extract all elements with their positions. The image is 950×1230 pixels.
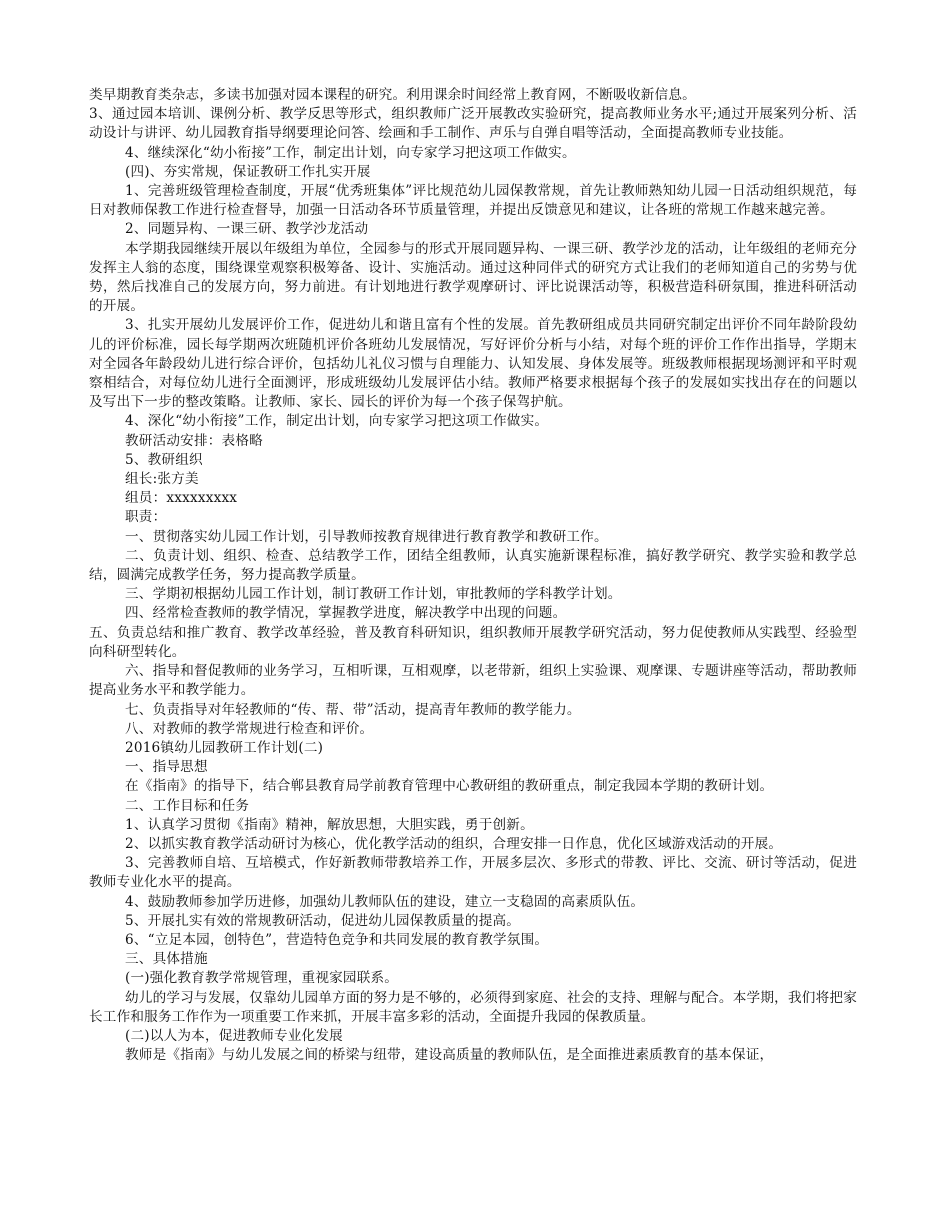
goal-3: 3、完善教师自培、互培模式，作好新教师带教培养工作，开展多层次、多形式的带教、评比、交流、研讨等活动，促进教师专业化水平的提高。: [89, 855, 857, 891]
heading-guiding-ideology: 一、指导思想: [125, 759, 208, 776]
measure-1-paragraph: 幼儿的学习与发展，仅靠幼儿园单方面的努力是不够的，必须得到家庭、社会的支持、理解与配合。本学期，我们将把家长工作和服务工作作为一项重要工作来抓，开展丰富多彩的活动，全面提升我园的保教质量。: [89, 989, 857, 1025]
goal-2: 2、以抓实教育教学活动研讨为核心，优化教学活动的组织，合理安排一日作息，优化区域游戏活动的开展。: [125, 835, 783, 852]
paragraph-8: 3、扎实开展幼儿发展评价工作，促进幼儿和谐且富有个性的发展。首先教研组成员共同研究制定出评价不同年龄阶段幼儿的评价标准，园长每学期两次班随机评价各班幼儿发展情况，写好评价分析与小结，对每个班的评价工作作出指导，学期末对全园各年龄段幼儿进行综合评价，包括幼儿礼仪习惯与自理能力、认知发展、身体发展等。班级教师根据现场测评和平时观察相结合，对每位幼儿进行全面测评，形成班级幼儿发展评估小结。教师严格要求根据每个孩子的发展如实找出存在的问题以及写出下一步的整改策略。让教师、家长、园长的评价为每一个孩子保驾护航。: [89, 317, 857, 411]
paragraph-5: 1、完善班级管理检查制度，开展“优秀班集体”评比规范幼儿园保教常规，首先让教师熟知幼儿园一日活动组织规范，每日对教师保教工作进行检查督导，加强一日活动各环节质量管理，并提出反馈意见和建议，让各班的常规工作越来越完善。: [89, 183, 857, 219]
plan-2-title: 2016镇幼儿园教研工作计划(二): [125, 739, 324, 756]
paragraph-2: 3、通过园本培训、课例分析、教学反思等形式，组织教师广泛开展教改实验研究，提高教师业务水平;通过开展案列分析、活动设计与讲评、幼儿园教育指导纲要理论问答、绘画和手工制作、声乐与自弹自唱等活动，全面提高教师专业技能。: [89, 106, 857, 142]
measure-2-heading: (二)以人为本，促进教师专业化发展: [125, 1027, 343, 1044]
paragraph-7: 本学期我园继续开展以年级组为单位，全园参与的形式开展同题异构、一课三研、教学沙龙的活动，让年级组的老师充分发挥主人翁的态度，围绕课堂观察积极筹备、设计、实施活动。通过这种同伴式的研究方式让我们的老师知道自己的劣势与优势，然后找准自己的发展方向，努力前进。有计划地进行教学观摩研讨、评比说课活动等，积极营造科研氛围，推进科研活动的开展。: [89, 240, 857, 315]
goal-4: 4、鼓励教师参加学历进修，加强幼儿教师队伍的建设，建立一支稳固的高素质队伍。: [125, 893, 645, 910]
duty-3: 三、学期初根据幼儿园工作计划，制订教研工作计划，审批教师的学科教学计划。: [125, 586, 622, 603]
duty-5: 五、负责总结和推广教育、教学改革经验，普及教育科研知识，组织教师开展教学研究活动，努力促使教师从实践型、经验型向科研型转化。: [89, 624, 857, 660]
measure-2-paragraph: 教师是《指南》与幼儿发展之间的桥梁与纽带，建设高质量的教师队伍，是全面推进素质教育的基本保证，: [125, 1047, 774, 1064]
goal-1: 1、认真学习贯彻《指南》精神，解放思想，大胆实践，勇于创新。: [125, 816, 534, 833]
goal-5: 5、开展扎实有效的常规教研活动，促进幼儿园保教质量的提高。: [125, 912, 521, 929]
heading-measures: 三、具体措施: [125, 951, 208, 968]
paragraph-1: 类早期教育类杂志，多读书加强对园本课程的研究。利用课余时间经常上教育网，不断吸收新信息。: [89, 87, 696, 103]
duty-2: 二、负责计划、组织、检查、总结教学工作，团结全组教师，认真实施新课程标准，搞好教学研究、教学实验和教学总结，圆满完成教学任务，努力提高教学质量。: [89, 547, 857, 584]
paragraph-12: 组长:张方美: [125, 471, 199, 488]
paragraph-10: 教研活动安排：表格略: [125, 432, 263, 449]
measure-1-heading: (一)强化教育教学常规管理，重视家园联系。: [125, 970, 399, 987]
paragraph-guiding: 在《指南》的指导下，结合郸县教育局学前教育管理中心教研组的教研重点，制定我园本学期的教研计划。: [125, 778, 774, 795]
duty-4: 四、经常检查教师的教学情况，掌握教学进度，解决教学中出现的问题。: [125, 605, 567, 622]
paragraph-9: 4、深化“幼小衔接”工作，制定出计划，向专家学习把这项工作做实。: [125, 413, 549, 430]
duty-6: 六、指导和督促教师的业务学习，互相听课，互相观摩，以老带新，组织上实验课、观摩课、专题讲座等活动，帮助教师提高业务水平和教学能力。: [89, 663, 857, 699]
paragraph-3: 4、继续深化“幼小衔接”工作，制定出计划，向专家学习把这项工作做实。: [125, 144, 576, 161]
document-page: [89, 86, 857, 1065]
duty-7: 七、负责指导对年轻教师的“传、帮、带”活动，提高青年教师的教学能力。: [125, 701, 581, 718]
heading-goals: 二、工作目标和任务: [125, 797, 250, 814]
paragraph-11: 5、教研组织: [125, 451, 203, 468]
duty-1: 一、贯彻落实幼儿园工作计划，引导教师按教育规律进行教育教学和教研工作。: [125, 528, 608, 545]
goal-6: 6、“立足本园，创特色”，营造特色竞争和共同发展的教育教学氛围。: [125, 931, 549, 948]
paragraph-6: 2、同题异构、一课三研、教学沙龙活动: [125, 221, 369, 238]
section-heading-4: (四)、夯实常规，保证教研工作扎实开展: [125, 163, 371, 180]
duty-8: 八、对教师的教学常规进行检查和评价。: [125, 720, 374, 737]
paragraph-13: 组员：xxxxxxxxx: [125, 490, 238, 507]
paragraph-14: 职责：: [125, 509, 167, 526]
